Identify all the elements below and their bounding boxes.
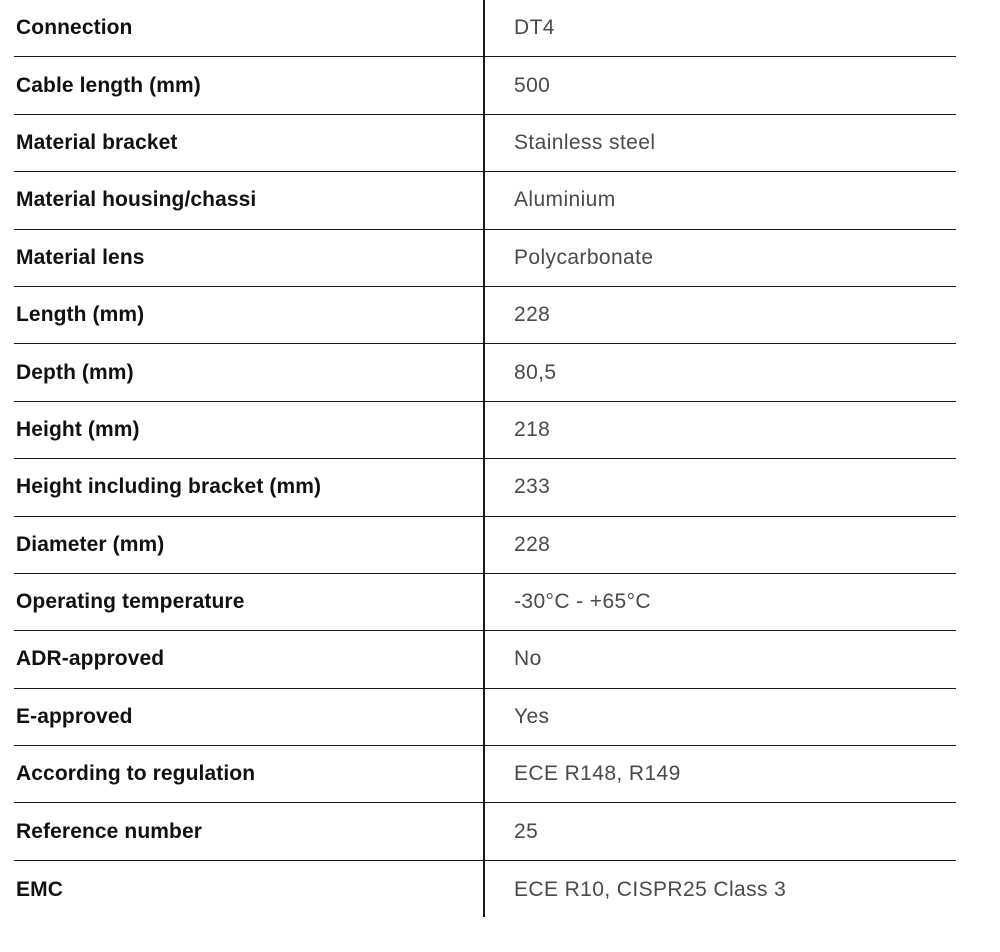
spec-value: Stainless steel: [514, 130, 656, 154]
spec-row-operating-temperature: [14, 574, 956, 631]
spec-row-depth: [14, 344, 956, 401]
spec-label: Reference number: [16, 819, 202, 843]
spec-label: E-approved: [16, 704, 133, 728]
spec-label: Connection: [16, 16, 133, 40]
spec-value: No: [514, 647, 542, 671]
spec-label: ADR-approved: [16, 647, 165, 671]
spec-label: According to regulation: [16, 762, 256, 786]
spec-row-length: [14, 287, 956, 344]
spec-value: Yes: [514, 704, 550, 728]
spec-label: EMC: [16, 877, 63, 901]
spec-row-material-housing: [14, 172, 956, 229]
spec-value: 228: [514, 532, 551, 556]
spec-value: 228: [514, 303, 551, 327]
spec-row-regulation: [14, 746, 956, 803]
spec-row-cable-length: [14, 57, 956, 114]
spec-label: Diameter (mm): [16, 532, 165, 556]
spec-row-height-with-bracket: [14, 459, 956, 516]
spec-table: [14, 0, 956, 918]
spec-value: DT4: [514, 16, 555, 40]
spec-label: Height (mm): [16, 417, 140, 441]
spec-value: 218: [514, 417, 551, 441]
spec-label: Length (mm): [16, 303, 145, 327]
spec-value: Aluminium: [514, 188, 616, 212]
spec-label: Material bracket: [16, 130, 178, 154]
spec-value: 25: [514, 819, 539, 843]
spec-value: 233: [514, 475, 551, 499]
spec-row-material-lens: [14, 230, 956, 287]
spec-row-emc: [14, 861, 956, 918]
spec-value: ECE R10, CISPR25 Class 3: [514, 877, 787, 901]
spec-row-connection: [14, 0, 956, 57]
spec-row-diameter: [14, 517, 956, 574]
spec-row-height: [14, 402, 956, 459]
spec-row-material-bracket: [14, 115, 956, 172]
spec-row-adr-approved: [14, 631, 956, 688]
spec-value: 500: [514, 73, 551, 97]
spec-label: Depth (mm): [16, 360, 134, 384]
spec-value: Polycarbonate: [514, 245, 654, 269]
spec-value: 80,5: [514, 360, 557, 384]
spec-label: Cable length (mm): [16, 73, 201, 97]
spec-value: ECE R148, R149: [514, 762, 681, 786]
spec-label: Material lens: [16, 245, 145, 269]
spec-row-e-approved: [14, 689, 956, 746]
spec-row-reference-number: [14, 803, 956, 860]
spec-value: -30°C - +65°C: [514, 590, 651, 614]
spec-label: Height including bracket (mm): [16, 475, 322, 499]
spec-label: Operating temperature: [16, 590, 245, 614]
spec-label: Material housing/chassi: [16, 188, 257, 212]
